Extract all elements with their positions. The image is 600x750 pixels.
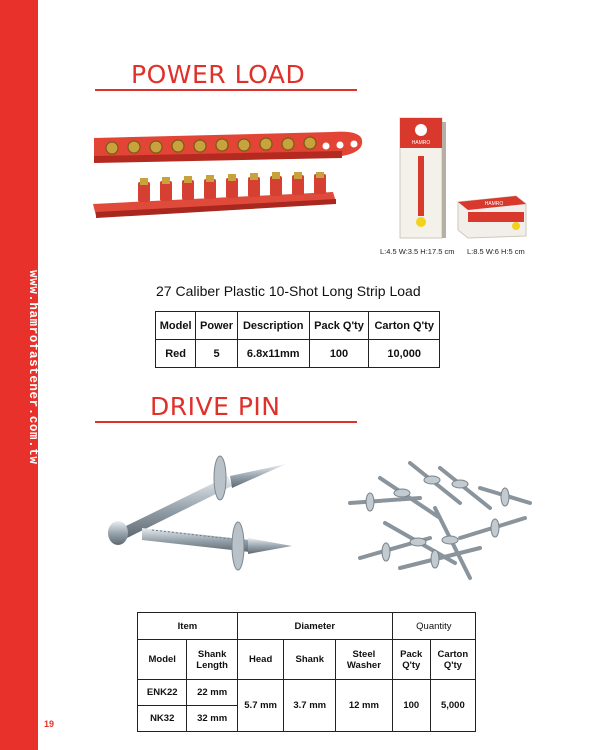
- drive-pin-rule: [95, 421, 357, 423]
- drive-pin-title: DRIVE PIN: [150, 392, 281, 421]
- table-cell-steel-washer: 12 mm: [336, 680, 393, 732]
- table-cell: 10,000: [369, 340, 440, 368]
- drive-pin-table: [137, 612, 476, 732]
- website-url: www.hamrofastener.com.tw: [26, 270, 40, 465]
- table-cell-head: 5.7 mm: [237, 680, 284, 732]
- table-cell-model: ENK22: [138, 680, 187, 706]
- table-header: Power: [196, 312, 238, 340]
- power-load-strip-side-image: [88, 172, 343, 220]
- tall-box-caption: L:4.5 W:3.5 H:17.5 cm: [380, 247, 455, 256]
- table-cell: 100: [309, 340, 369, 368]
- table-header: Pack Q'ty: [392, 640, 430, 680]
- table-header: Model: [138, 640, 187, 680]
- drive-pin-scattered-image: [340, 448, 540, 588]
- table-header: Head: [237, 640, 284, 680]
- table-header: Pack Q'ty: [309, 312, 369, 340]
- table-cell: 6.8x11mm: [237, 340, 309, 368]
- table-cell-model: NK32: [138, 706, 187, 732]
- tall-box-brand: HAMRO: [411, 140, 431, 146]
- table-header: Carton Q'ty: [430, 640, 475, 680]
- table-cell: Red: [156, 340, 196, 368]
- table-header: Carton Q'ty: [369, 312, 440, 340]
- drive-pin-large-image: [100, 448, 300, 578]
- small-box-caption: L:8.5 W:6 H:5 cm: [467, 247, 525, 256]
- table-cell-shank: 3.7 mm: [284, 680, 336, 732]
- table-header: Description: [237, 312, 309, 340]
- table-cell-pack-qty: 100: [392, 680, 430, 732]
- table-header-row: [156, 312, 440, 340]
- tall-box-image: [398, 116, 448, 240]
- table-cell-shank-length: 32 mm: [187, 706, 237, 732]
- power-load-table: [155, 311, 440, 368]
- table-group-header: Diameter: [237, 613, 392, 640]
- power-load-strip-image: [92, 128, 367, 173]
- table-header: Shank Length: [187, 640, 237, 680]
- table-header: Model: [156, 312, 196, 340]
- table-header-row: [138, 640, 476, 680]
- table-row: [156, 340, 440, 368]
- table-group-header: Quantity: [392, 613, 475, 640]
- table-group-header: Item: [138, 613, 238, 640]
- table-cell-carton-qty: 5,000: [430, 680, 475, 732]
- power-load-subtitle: 27 Caliber Plastic 10-Shot Long Strip Load: [156, 283, 421, 299]
- small-box-image: [456, 192, 528, 240]
- table-cell: 5: [196, 340, 238, 368]
- small-box-brand: HAMRO: [484, 201, 504, 207]
- power-load-title: POWER LOAD: [131, 60, 306, 89]
- page-number: 19: [41, 716, 57, 732]
- table-header: Steel Washer: [336, 640, 393, 680]
- table-cell-shank-length: 22 mm: [187, 680, 237, 706]
- table-row: [138, 680, 476, 706]
- table-group-header-row: [138, 613, 476, 640]
- power-load-rule: [95, 89, 357, 91]
- table-header: Shank: [284, 640, 336, 680]
